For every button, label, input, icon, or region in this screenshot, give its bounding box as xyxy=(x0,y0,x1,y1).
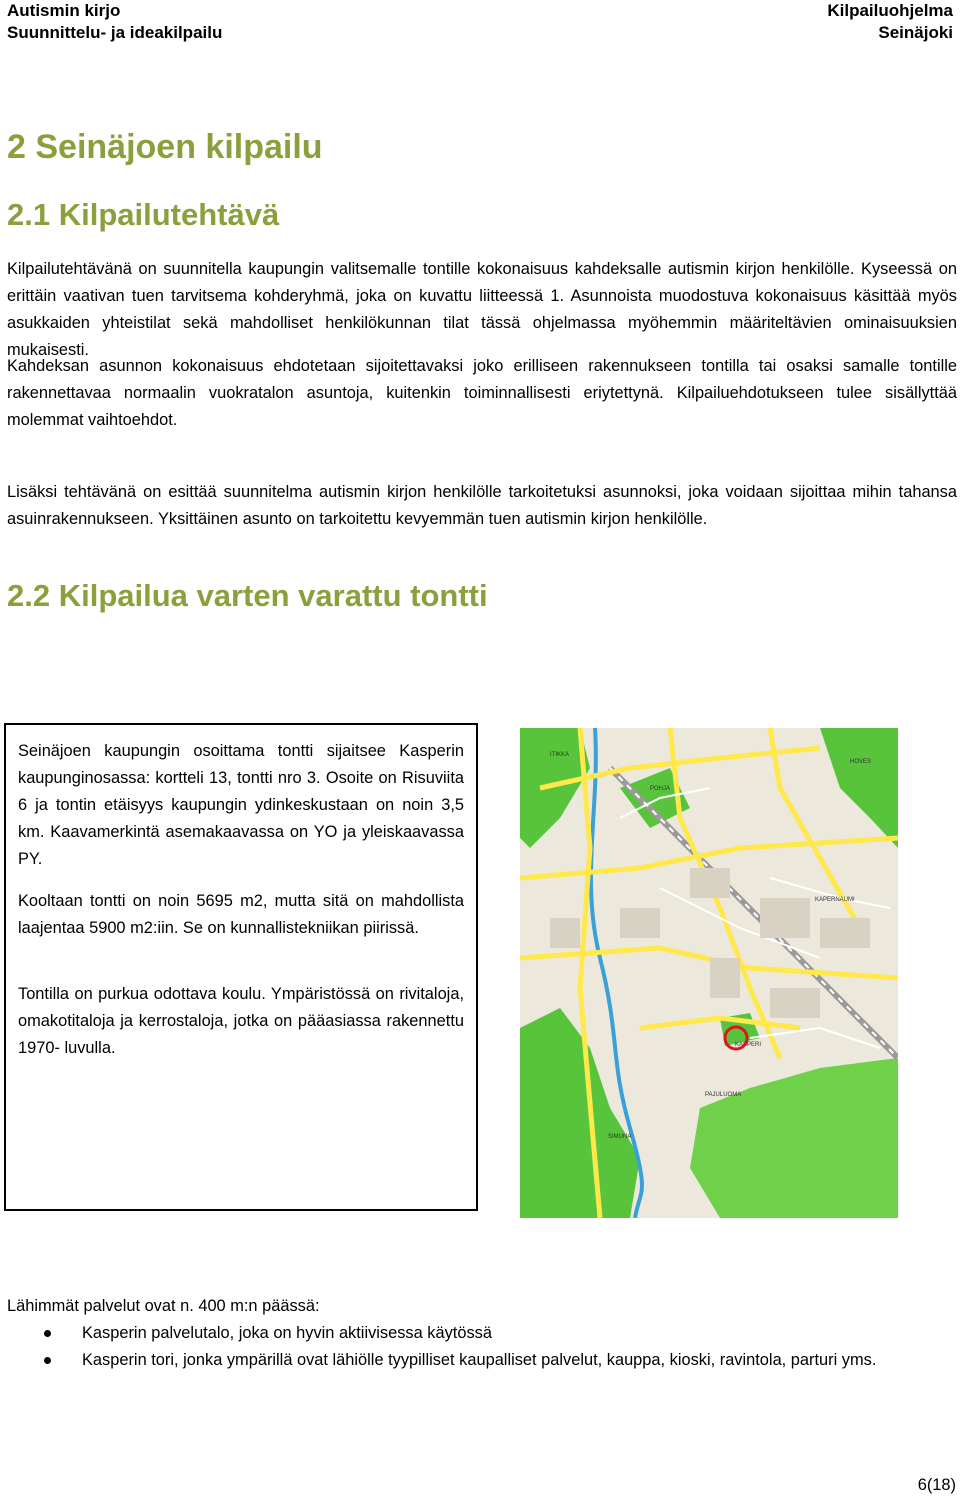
map-label-pohja: POHJA xyxy=(650,786,671,792)
section-heading: 2 Seinäjoen kilpailu xyxy=(7,128,323,166)
header-city: Seinäjoki xyxy=(878,23,953,42)
subsection-heading-task: 2.1 Kilpailutehtävä xyxy=(7,197,280,232)
map-label-pajuluoma: PAJULUOMA xyxy=(705,1092,742,1098)
header-competition-type: Suunnittelu- ja ideakilpailu xyxy=(7,23,223,42)
header-right xyxy=(827,0,953,44)
header-left xyxy=(7,0,222,44)
map-label-kapernaumi: KAPERNAUMI xyxy=(815,897,855,903)
services-intro: Lähimmät palvelut ovat n. 400 m:n päässä: xyxy=(7,1297,320,1315)
plot-info-paragraph-2: Kooltaan tontti on noin 5695 m2, mutta sitä on mahdollista laajentaa 5900 m2:iin. Se on kunnallistekniikan piirissä. xyxy=(18,892,464,937)
site-location-map xyxy=(520,728,898,1218)
bullet-icon xyxy=(44,1357,51,1364)
map-label-hoves: HOVES xyxy=(850,759,872,765)
map-label-itikka: ITIKKA xyxy=(550,752,570,758)
bullet-icon xyxy=(44,1330,51,1337)
map-label-kasperi: KASPERI xyxy=(735,1042,762,1048)
services-list xyxy=(7,1320,957,1374)
service-text: Kasperin palvelutalo, joka on hyvin aktiivisessa käytössä xyxy=(82,1324,492,1342)
plot-info-box xyxy=(4,723,478,1211)
map-label-simuna: SIMUNA xyxy=(608,1134,632,1140)
plot-info-paragraph-1: Seinäjoen kaupungin osoittama tontti sijaitsee Kasperin kaupunginosassa: kortteli 13, tontti nro 3. Osoite on Risuviita 6 ja tontin etäisyys kaupungin ydinkeskustaan on noin 3,5 km. Kaavamerkintä asemakaavassa on YO ja yleiskaavassa PY. xyxy=(18,742,464,868)
task-paragraph-1: Kilpailutehtävänä on suunnitella kaupungin valitsemalle tontille kokonaisuus kahdeksalle autismin kirjon henkilölle. Kyseessä on erittäin vaativan tuen tarvitsema kohderyhmä, joka on kuvattu liitteessä 1. Asunnoista muodostuva kokonaisuus käsittää myös asukkaiden yhteistilat sekä mahdolliset henkilökunnan tilat tässä ohjelmassa myöhemmin määriteltävien ominaisuuksien mukaisesti. xyxy=(7,260,957,359)
header-document-title: Kilpailuohjelma xyxy=(827,1,953,20)
service-text: Kasperin tori, jonka ympärillä ovat lähiölle tyypilliset kaupalliset palvelut, kauppa, kioski, ravintola, parturi yms. xyxy=(82,1351,877,1369)
task-paragraph-3: Lisäksi tehtävänä on esittää suunnitelma autismin kirjon henkilölle tarkoitetuksi asunnoksi, joka voidaan sijoittaa mihin tahansa asuinrakennukseen. Yksittäinen asunto on tarkoitettu kevyemmän tuen autismin kirjon henkilölle. xyxy=(7,483,957,528)
subsection-heading-plot: 2.2 Kilpailua varten varattu tontti xyxy=(7,578,488,613)
plot-info-paragraph-3: Tontilla on purkua odottava koulu. Ympäristössä on rivitaloja, omakotitaloja ja kerrostaloja, jotka on pääasiassa rakennettu 1970- luvulla. xyxy=(18,985,464,1057)
task-paragraph-2: Kahdeksan asunnon kokonaisuus ehdotetaan sijoitettavaksi joko erilliseen rakennukseen tontilla tai osaksi samalle tontille rakennettavaa normaalin vuokratalon asuntoja, kuitenkin toiminnallisesti eriytettynä. Kilpailuehdotukseen tulee sisällyttää molemmat vaihtoehdot. xyxy=(7,357,957,429)
page-number: 6(18) xyxy=(917,1476,956,1494)
list-item xyxy=(7,1320,957,1347)
list-item xyxy=(7,1347,957,1374)
header-project-title: Autismin kirjo xyxy=(7,1,121,20)
